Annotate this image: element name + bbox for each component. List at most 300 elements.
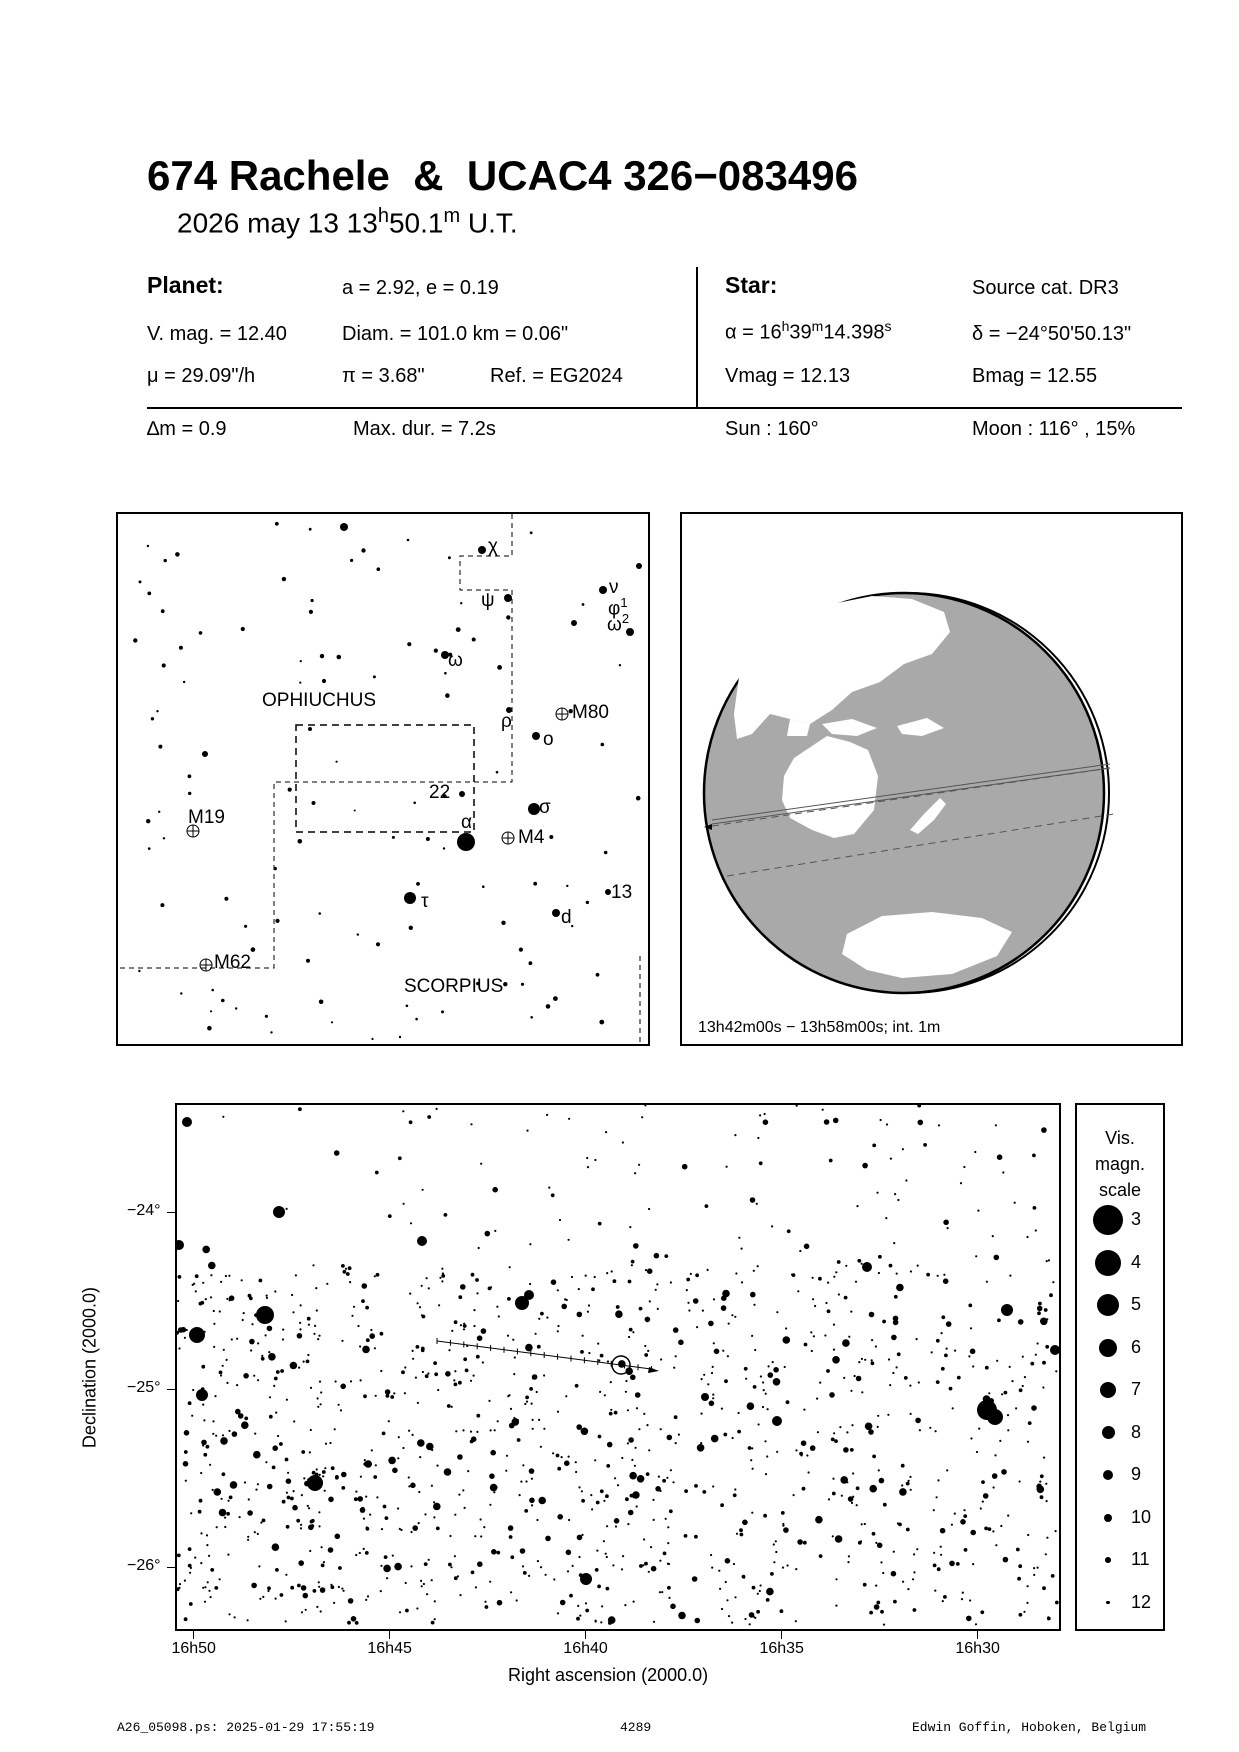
field-star [230, 1481, 238, 1489]
field-star [341, 1486, 345, 1490]
field-star [243, 1312, 245, 1314]
field-star [319, 1474, 321, 1476]
field-star [710, 1554, 712, 1556]
star-delta: δ = −24°50'50.13" [972, 323, 1132, 345]
field-star [696, 1326, 698, 1328]
field-star [1043, 1457, 1045, 1459]
field-star [244, 1481, 246, 1483]
field-star [712, 1397, 714, 1399]
field-star [369, 1333, 375, 1339]
field-star [877, 1415, 879, 1417]
background-star [377, 567, 381, 571]
field-star [960, 1182, 962, 1184]
field-star [863, 1583, 867, 1587]
field-star [512, 1339, 514, 1341]
field-star [331, 1585, 335, 1589]
field-star [341, 1264, 345, 1268]
field-star [1055, 1370, 1057, 1372]
field-star [492, 1187, 498, 1193]
field-star [802, 1487, 806, 1491]
field-star [684, 1489, 688, 1493]
field-star [861, 1391, 863, 1393]
field-star [454, 1576, 458, 1580]
field-star [507, 1395, 509, 1397]
field-star [214, 1586, 218, 1590]
minute-superscript: m [443, 205, 461, 227]
field-star [438, 1304, 440, 1306]
field-star [388, 1214, 392, 1218]
field-star [202, 1246, 210, 1254]
field-star [970, 1437, 972, 1439]
field-star [937, 1567, 941, 1571]
x-tick-label: 16h30 [955, 1640, 1000, 1657]
field-star [476, 1431, 478, 1433]
field-star [512, 1418, 520, 1426]
field-star [947, 1227, 949, 1229]
field-star [397, 1507, 399, 1509]
field-star [334, 1150, 340, 1156]
field-star [850, 1390, 852, 1392]
field-star [441, 1280, 443, 1282]
field-star [548, 1187, 550, 1189]
field-star [253, 1375, 255, 1377]
field-star [557, 1514, 563, 1520]
field-star [361, 1299, 365, 1303]
field-star [634, 1465, 636, 1467]
label-scorpius: SCORPIUS [404, 976, 504, 997]
field-star [806, 1454, 808, 1456]
field-star [860, 1540, 862, 1542]
field-star [318, 1586, 320, 1588]
field-star [426, 1443, 434, 1451]
map-bright-star-1 [256, 1306, 274, 1324]
field-star [799, 1250, 801, 1252]
field-star [404, 1392, 406, 1394]
field-star [253, 1451, 261, 1459]
field-star [648, 1449, 650, 1451]
field-star [877, 1426, 879, 1428]
field-star [464, 1358, 466, 1360]
field-star [776, 1451, 778, 1453]
field-star [656, 1283, 658, 1285]
field-star [741, 1281, 743, 1283]
field-star [415, 1377, 417, 1379]
map-bright-star-6 [524, 1290, 534, 1300]
field-star [829, 1392, 835, 1398]
field-star [601, 1605, 603, 1607]
field-star [1051, 1574, 1055, 1578]
field-star [312, 1471, 316, 1475]
field-star [312, 1264, 314, 1266]
field-star [660, 1358, 662, 1360]
field-star [731, 1622, 733, 1624]
field-star [719, 1588, 721, 1590]
background-star [311, 599, 314, 602]
background-star [619, 664, 621, 666]
field-star [787, 1564, 789, 1566]
field-star [1042, 1361, 1046, 1365]
field-star [759, 1161, 763, 1165]
field-star [577, 1605, 579, 1607]
field-star [724, 1379, 728, 1383]
field-star [529, 1468, 535, 1474]
field-star [448, 1563, 452, 1567]
field-star [470, 1431, 472, 1433]
field-star [1002, 1171, 1004, 1173]
field-star [304, 1481, 310, 1487]
field-star [412, 1525, 418, 1531]
field-star [191, 1329, 193, 1331]
field-star [202, 1587, 204, 1589]
background-star [322, 679, 326, 683]
field-star [526, 1401, 528, 1403]
field-star [1055, 1530, 1057, 1532]
bright-star-13 [552, 909, 560, 917]
field-star [322, 1475, 324, 1477]
background-star [456, 627, 461, 632]
field-star [410, 1483, 416, 1489]
field-star [902, 1581, 904, 1583]
field-star [986, 1281, 988, 1283]
field-star [334, 1428, 336, 1430]
field-star [872, 1455, 876, 1459]
field-star [975, 1623, 977, 1625]
field-star [405, 1609, 409, 1613]
field-star [198, 1510, 202, 1514]
field-star [654, 1253, 660, 1259]
field-star [672, 1481, 674, 1483]
field-star [753, 1270, 755, 1272]
field-star [388, 1420, 390, 1422]
field-star [594, 1276, 596, 1278]
field-star [667, 1542, 669, 1544]
field-star [675, 1442, 677, 1444]
field-star [366, 1338, 370, 1342]
field-star [1045, 1553, 1047, 1555]
field-star [751, 1512, 753, 1514]
field-star [897, 1199, 899, 1201]
field-star [399, 1611, 401, 1613]
field-star [557, 1289, 559, 1291]
field-star [750, 1292, 756, 1298]
field-star [876, 1192, 878, 1194]
field-star [474, 1535, 476, 1537]
field-star [662, 1479, 666, 1483]
field-star [995, 1544, 997, 1546]
field-star [1042, 1386, 1044, 1388]
background-star [251, 947, 256, 952]
field-star [856, 1486, 860, 1490]
field-star [1027, 1441, 1029, 1443]
field-star [877, 1543, 883, 1549]
background-star [162, 663, 166, 667]
background-star [138, 970, 140, 972]
field-star [540, 1312, 544, 1316]
field-star [300, 1527, 302, 1529]
field-star [861, 1263, 863, 1265]
field-star [199, 1499, 203, 1503]
field-star [843, 1377, 845, 1379]
background-star [482, 885, 485, 888]
field-star [269, 1396, 271, 1398]
field-star [556, 1454, 560, 1458]
field-star [666, 1477, 668, 1479]
minutes-text: 50.1 [388, 207, 444, 239]
bright-star-2 [504, 594, 512, 602]
field-star [702, 1490, 706, 1494]
background-star [596, 973, 600, 977]
field-star [454, 1555, 456, 1557]
field-star [483, 1526, 485, 1528]
field-star [292, 1311, 294, 1313]
field-star [494, 1429, 496, 1431]
background-star [241, 627, 245, 631]
background-star [133, 638, 137, 642]
field-star [628, 1280, 632, 1284]
x-tick-mark [781, 1631, 782, 1639]
field-star [441, 1268, 443, 1270]
field-star [220, 1281, 222, 1283]
field-star [471, 1571, 475, 1575]
background-star [604, 851, 608, 855]
field-star [340, 1409, 342, 1411]
field-star [992, 1530, 994, 1532]
target-star-center [619, 1363, 624, 1368]
field-star [226, 1382, 228, 1384]
field-star [940, 1554, 942, 1556]
y-tick-label: −24° [127, 1201, 161, 1219]
field-star [978, 1428, 980, 1430]
field-star [627, 1442, 629, 1444]
field-star [398, 1156, 402, 1160]
track-arrow [648, 1367, 659, 1373]
field-star [872, 1144, 876, 1148]
field-star [307, 1354, 309, 1356]
legend-label: 6 [1131, 1336, 1142, 1357]
field-star [494, 1230, 496, 1232]
field-star [222, 1116, 224, 1118]
field-star [650, 1546, 652, 1548]
field-star [739, 1528, 743, 1532]
field-star [856, 1205, 858, 1207]
field-star [361, 1507, 365, 1511]
field-star [360, 1476, 362, 1478]
map-bright-star-11 [1050, 1345, 1059, 1355]
field-star [833, 1324, 835, 1326]
field-star [607, 1442, 613, 1448]
field-star [303, 1361, 305, 1363]
field-star [257, 1379, 259, 1381]
background-star [299, 682, 301, 684]
field-star [481, 1328, 487, 1334]
field-star [832, 1492, 836, 1496]
field-star [348, 1266, 352, 1270]
field-star [213, 1346, 215, 1348]
field-star [431, 1621, 435, 1625]
field-star [380, 1332, 384, 1336]
field-star [206, 1544, 208, 1546]
field-star [325, 1443, 327, 1445]
field-star [221, 1498, 223, 1500]
field-star [319, 1381, 321, 1383]
field-star [457, 1454, 463, 1460]
field-star [942, 1600, 944, 1602]
field-star [629, 1328, 633, 1332]
field-star [425, 1374, 429, 1378]
field-star [250, 1349, 252, 1351]
field-star [557, 1325, 559, 1327]
field-star [210, 1596, 212, 1598]
field-star [285, 1574, 287, 1576]
max-duration: Max. dur. = 7.2s [353, 418, 496, 440]
field-star [564, 1460, 570, 1466]
field-star [225, 1275, 227, 1277]
field-star [1022, 1385, 1024, 1387]
y-tick-label: −25° [127, 1379, 161, 1397]
field-star [191, 1415, 193, 1417]
field-star [893, 1242, 895, 1244]
field-star [865, 1423, 873, 1431]
field-star [880, 1561, 882, 1563]
field-star [725, 1581, 727, 1583]
label-13: 13 [611, 882, 633, 903]
field-star [475, 1586, 477, 1588]
field-star [251, 1323, 253, 1325]
field-star [610, 1409, 612, 1411]
field-star [451, 1330, 453, 1332]
background-star [180, 992, 182, 994]
field-star [760, 1584, 762, 1586]
field-star [341, 1472, 347, 1478]
field-star [568, 1519, 570, 1521]
field-star [421, 1285, 423, 1287]
field-star [617, 1484, 619, 1486]
field-star [984, 1527, 988, 1531]
field-star [941, 1332, 943, 1334]
field-star [858, 1361, 860, 1363]
field-star [374, 1275, 376, 1277]
field-star [643, 1538, 645, 1540]
field-star [537, 1560, 539, 1562]
field-star [738, 1237, 740, 1239]
field-star [835, 1271, 837, 1273]
field-star [783, 1336, 791, 1344]
field-star [718, 1570, 720, 1572]
field-star [907, 1588, 909, 1590]
field-star [833, 1349, 835, 1351]
label-m80: M80 [572, 702, 609, 723]
field-star [210, 1274, 212, 1276]
field-star [1007, 1515, 1009, 1517]
field-star [490, 1450, 496, 1456]
field-star [760, 1375, 762, 1377]
field-star [728, 1615, 730, 1617]
field-star [847, 1561, 849, 1563]
y-tick-mark [167, 1212, 175, 1213]
field-star [707, 1383, 709, 1385]
background-star [445, 693, 450, 698]
field-star [734, 1134, 736, 1136]
field-star [214, 1488, 222, 1496]
field-star [785, 1327, 787, 1329]
field-star [450, 1566, 452, 1568]
field-star [375, 1171, 379, 1175]
field-star [946, 1321, 952, 1327]
delta-mag: ∆m = 0.9 [147, 418, 227, 440]
map-bright-star-14 [701, 1393, 709, 1401]
field-star [587, 1311, 589, 1313]
field-star [647, 1350, 649, 1352]
field-star [277, 1435, 279, 1437]
field-star [262, 1596, 264, 1598]
field-star [200, 1472, 202, 1474]
field-star [936, 1496, 938, 1498]
field-star [402, 1447, 404, 1449]
field-star [1026, 1236, 1028, 1238]
field-star [476, 1414, 480, 1418]
field-star [195, 1290, 197, 1292]
field-star [298, 1367, 300, 1369]
field-star [507, 1335, 509, 1337]
field-star [567, 1570, 569, 1572]
field-star [951, 1524, 953, 1526]
field-star [565, 1395, 567, 1397]
background-star [309, 610, 313, 614]
label-sigma: σ [539, 797, 551, 818]
field-star [1041, 1127, 1047, 1133]
field-star [585, 1602, 587, 1604]
field-star [834, 1439, 838, 1443]
field-star [318, 1511, 320, 1513]
field-star [764, 1113, 766, 1115]
background-star [146, 819, 150, 823]
field-star [496, 1306, 498, 1308]
field-star [561, 1304, 567, 1310]
field-star [833, 1432, 835, 1434]
field-star [766, 1588, 774, 1596]
field-star [241, 1421, 249, 1429]
field-star [298, 1107, 302, 1111]
field-star [956, 1562, 960, 1566]
field-star [628, 1510, 634, 1516]
field-star [333, 1602, 335, 1604]
field-star [410, 1565, 412, 1567]
field-star [642, 1564, 644, 1566]
field-star [887, 1414, 889, 1416]
field-star [840, 1476, 848, 1484]
field-star [345, 1268, 347, 1270]
field-star [269, 1415, 273, 1419]
field-star [603, 1540, 605, 1542]
field-star [854, 1375, 856, 1377]
background-star [188, 792, 191, 795]
field-star [384, 1555, 388, 1559]
field-star [329, 1442, 331, 1444]
field-star [726, 1166, 728, 1168]
field-star [214, 1395, 216, 1397]
background-star [156, 710, 158, 712]
field-star [228, 1430, 230, 1432]
field-star [210, 1568, 214, 1572]
background-star [636, 796, 641, 801]
field-star [207, 1581, 209, 1583]
field-star [833, 1118, 839, 1124]
field-star [983, 1493, 989, 1499]
field-star [804, 1244, 810, 1250]
field-star [864, 1359, 866, 1361]
field-star [464, 1507, 466, 1509]
bright-star-5 [571, 620, 577, 626]
